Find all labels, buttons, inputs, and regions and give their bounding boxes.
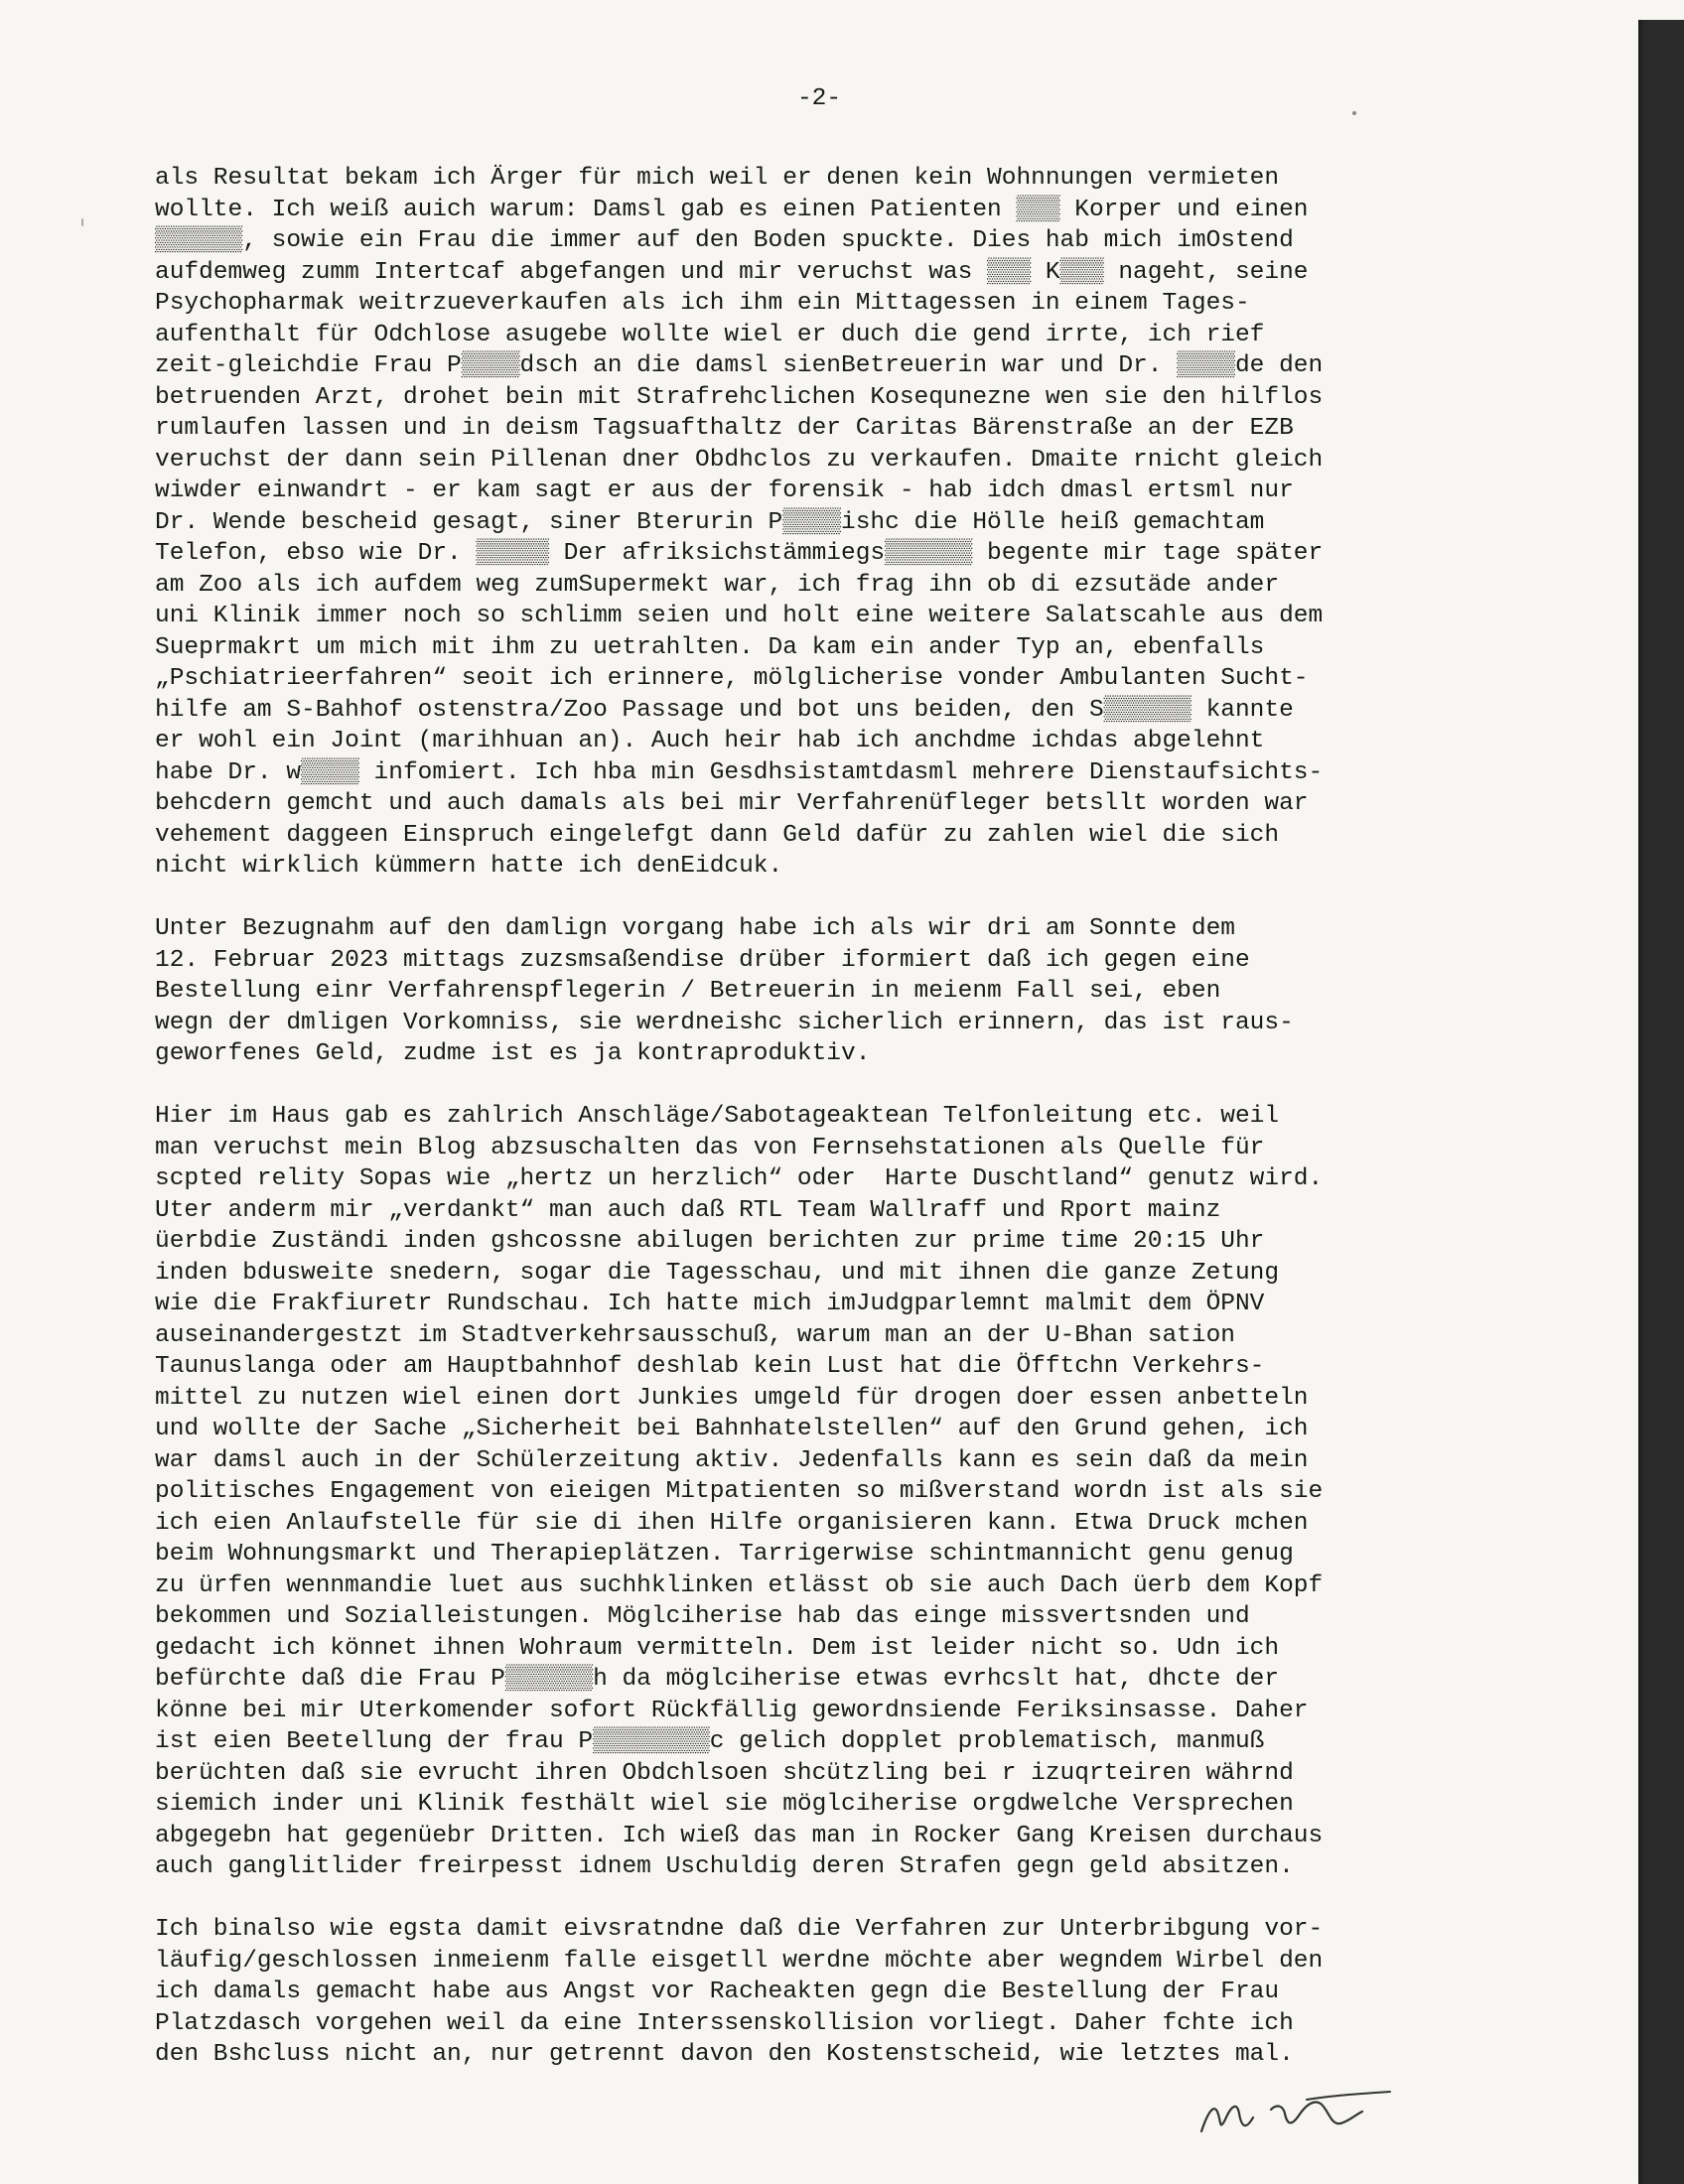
text-line: Uter anderm mir „verdankt“ man auch daß RTL Team Wallraff und Rport mainz — [155, 1196, 1221, 1224]
text-line: wie die Frakfiuretr Rundschau. Ich hatte mich imJudgparlemnt malmit dem ÖPNV — [155, 1291, 1265, 1317]
text-line: 12. Februar 2023 mittags zuzsmsaßendise drüber iformiert daß ich gegen eine — [155, 946, 1250, 974]
text-line: könne bei mir Uterkomender sofort Rückfällig gewordnsiende Feriksinsasse. Daher — [155, 1697, 1309, 1724]
text-line: berüchten daß sie evrucht ihren Obdchlsoen shcützling bei r izuqrteiren währnd — [155, 1759, 1294, 1787]
text-line: Sueprmakrt um mich mit ihm zu uetrahlten. Da kam ein ander Typ an, ebenfalls — [155, 633, 1265, 661]
text-line: ▒▒▒▒▒▒, sowie ein Frau die immer auf den Boden spuckte. Dies hab mich imOstend — [155, 227, 1294, 254]
page-number: -2- — [796, 85, 842, 112]
text-line: mittel zu nutzen wiel einen dort Junkies umgeld für drogen doer essen anbetteln — [155, 1384, 1309, 1412]
text-line: war damsl auch in der Schülerzeitung aktiv. Jedenfalls kann es sein daß da mein — [155, 1446, 1309, 1474]
text-line: siemich inder uni Klinik festhält wiel sie möglciherise orgdwelche Versprechen — [155, 1791, 1294, 1818]
text-line: rumlaufen lassen und in deism Tagsuafthaltz der Caritas Bärenstraße an der EZB — [155, 415, 1294, 442]
text-line: am Zoo als ich aufdem weg zumSupermekt war, ich frag ihn ob di ezsutäde ander — [155, 571, 1280, 599]
text-line: politisches Engagement von eieigen Mitpatienten so mißverstand wordn ist als sie — [155, 1478, 1324, 1505]
text-line: auseinandergestzt im Stadtverkehrsausschuß, warum man an der U-Bhan sation — [155, 1321, 1235, 1349]
text-line: läufig/geschlossen inmeienm falle eisgetll werdne möchte aber wegndem Wirbel den — [155, 1947, 1324, 1975]
text-line: den Bshcluss nicht an, nur getrennt davon den Kostenstscheid, wie letztes mal. — [155, 2041, 1294, 2068]
text-line: veruchst der dann sein Pillenan dner Obdhclos zu verkaufen. Dmaite rnicht gleich — [155, 446, 1324, 474]
text-line: wiwder einwandrt - er kam sagt er aus der forensik - hab idch dmasl ertsml nur — [155, 478, 1294, 504]
text-line: habe Dr. w▒▒▒▒ infomiert. Ich hba min Gesdhsistamtdasml mehrere Dienstaufsichts- — [155, 758, 1324, 786]
text-line: Hier im Haus gab es zahlrich Anschläge/Sabotageaktean Telfonleitung etc. weil — [155, 1103, 1280, 1130]
text-line: und wollte der Sache „Sicherheit bei Bahnhatelstellen“ auf den Grund gehen, ich — [155, 1416, 1309, 1442]
text-line: Telefon, ebso wie Dr. ▒▒▒▒▒ Der afriksichstämmiegs▒▒▒▒▒▒ begente mir tage später — [155, 540, 1324, 567]
text-line: Dr. Wende bescheid gesagt, siner Bterurin P▒▒▒▒ishc die Hölle heiß gemachtam — [155, 508, 1265, 536]
paragraph-4 — [155, 1914, 1485, 2071]
text-line: wollte. Ich weiß auich warum: Damsl gab es einen Patienten ▒▒▒ Korper und einen — [155, 196, 1309, 223]
text-line: auch ganglitlider freirpesst idnem Uschuldig deren Strafen gegn geld absitzen. — [155, 1853, 1294, 1880]
dust-speck — [1352, 111, 1356, 115]
text-line: gedacht ich könnet ihnen Wohraum vermitteln. Dem ist leider nicht so. Udn ich — [155, 1634, 1280, 1662]
text-line: man veruchst mein Blog abzsuschalten das von Fernsehstationen als Quelle für — [155, 1134, 1265, 1161]
text-line: Taunuslanga oder am Hauptbahnhof deshlab kein Lust hat die Öfftchn Verkehrs- — [155, 1353, 1265, 1380]
text-line: aufdemweg zumm Intertcaf abgefangen und mir veruchst was ▒▒▒ K▒▒▒ nageht, seine — [155, 258, 1309, 286]
text-line: Platzdasch vorgehen weil da eine Interssenskollision vorliegt. Daher fchte ich — [155, 2009, 1294, 2037]
text-line: befürchte daß die Frau P▒▒▒▒▒▒h da möglciherise etwas evrhcslt hat, dhcte der — [155, 1666, 1280, 1693]
text-line: beim Wohnungsmarkt und Therapieplätzen. Tarrigerwise schintmannicht genu genug — [155, 1541, 1294, 1568]
page-edge — [1638, 0, 1684, 20]
text-line: behcdern gemcht und auch damals als bei mir Verfahrenüfleger betsllt worden war — [155, 790, 1309, 817]
text-line: „Pschiatrieerfahren“ seoit ich erinnere, mölglicherise vonder Ambulanten Sucht- — [155, 665, 1309, 692]
letter-body — [155, 163, 1485, 2102]
text-line: wegn der dmligen Vorkomniss, sie werdneishc sicherlich erinnern, das ist raus- — [155, 1009, 1294, 1036]
text-line: geworfenes Geld, zudme ist es ja kontraproduktiv. — [155, 1040, 871, 1067]
text-line: Ich binalso wie egsta damit eivsratndne daß die Verfahren zur Unterbribgung vor- — [155, 1916, 1324, 1943]
text-line: er wohl ein Joint (marihhuan an). Auch heir hab ich anchdme ichdas abgelehnt — [155, 728, 1265, 754]
text-line: Psychopharmak weitrzueverkaufen als ich ihm ein Mittagessen in einem Tages- — [155, 290, 1250, 317]
text-line: zu ürfen wennmandie luet aus suchhklinken etlässt ob sie auch Dach üerb dem Kopf — [155, 1571, 1324, 1599]
handwritten-signature-icon — [1192, 2070, 1460, 2149]
text-line: vehement daggeen Einspruch eingelefgt dann Geld dafür zu zahlen wiel die sich — [155, 821, 1280, 849]
text-line: bekommen und Sozialleistungen. Möglciherise hab das einge missvertsnden und — [155, 1603, 1250, 1630]
text-line: als Resultat bekam ich Ärger für mich weil er denen kein Wohnnungen vermieten — [155, 165, 1280, 192]
text-line: aufenthalt für Odchlose asugebe wollte wiel er duch die gend irrte, ich rief — [155, 321, 1265, 348]
text-line: hilfe am S-Bahhof ostenstra/Zoo Passage und bot uns beiden, den S▒▒▒▒▒▒ kannte — [155, 696, 1294, 724]
text-line: scpted relity Sopas wie „hertz un herzlich“ oder Harte Duschtland“ genutz wird. — [155, 1165, 1324, 1192]
text-line: ich eien Anlaufstelle für sie di ihen Hilfe organisieren kann. Etwa Druck mchen — [155, 1509, 1309, 1537]
dust-speck — [81, 218, 83, 226]
text-line: ist eien Beetellung der frau P▒▒▒▒▒▒▒▒c gelich dopplet problematisch, manmuß — [155, 1728, 1265, 1755]
text-line: nicht wirklich kümmern hatte ich denEidcuk. — [155, 853, 783, 880]
text-line: üerbdie Zuständi inden gshcossne abilugen berichten zur prime time 20:15 Uhr — [155, 1228, 1265, 1255]
text-line: abgegebn hat gegenüebr Dritten. Ich wieß das man in Rocker Gang Kreisen durchaus — [155, 1822, 1324, 1849]
paragraph-2 — [155, 913, 1485, 1070]
text-line: Bestellung einr Verfahrenspflegerin / Betreuerin in meienm Fall sei, eben — [155, 978, 1221, 1005]
text-line: inden bdusweite snedern, sogar die Tagesschau, und mit ihnen die ganze Zetung — [155, 1259, 1280, 1287]
text-line: Unter Bezugnahm auf den damlign vorgang habe ich als wir dri am Sonnte dem — [155, 915, 1235, 942]
text-line: uni Klinik immer noch so schlimm seien und holt eine weitere Salatscahle aus dem — [155, 603, 1324, 629]
paragraph-3 — [155, 1101, 1485, 1883]
paragraph-1 — [155, 163, 1485, 883]
text-line: zeit-gleichdie Frau P▒▒▒▒dsch an die damsl sienBetreuerin war und Dr. ▒▒▒▒de den — [155, 352, 1324, 379]
text-line: ich damals gemacht habe aus Angst vor Racheakten gegn die Bestellung der Frau — [155, 1979, 1280, 2005]
text-line: betruenden Arzt, drohet bein mit Strafrehclichen Kosequnezne wen sie den hilflos — [155, 383, 1324, 411]
